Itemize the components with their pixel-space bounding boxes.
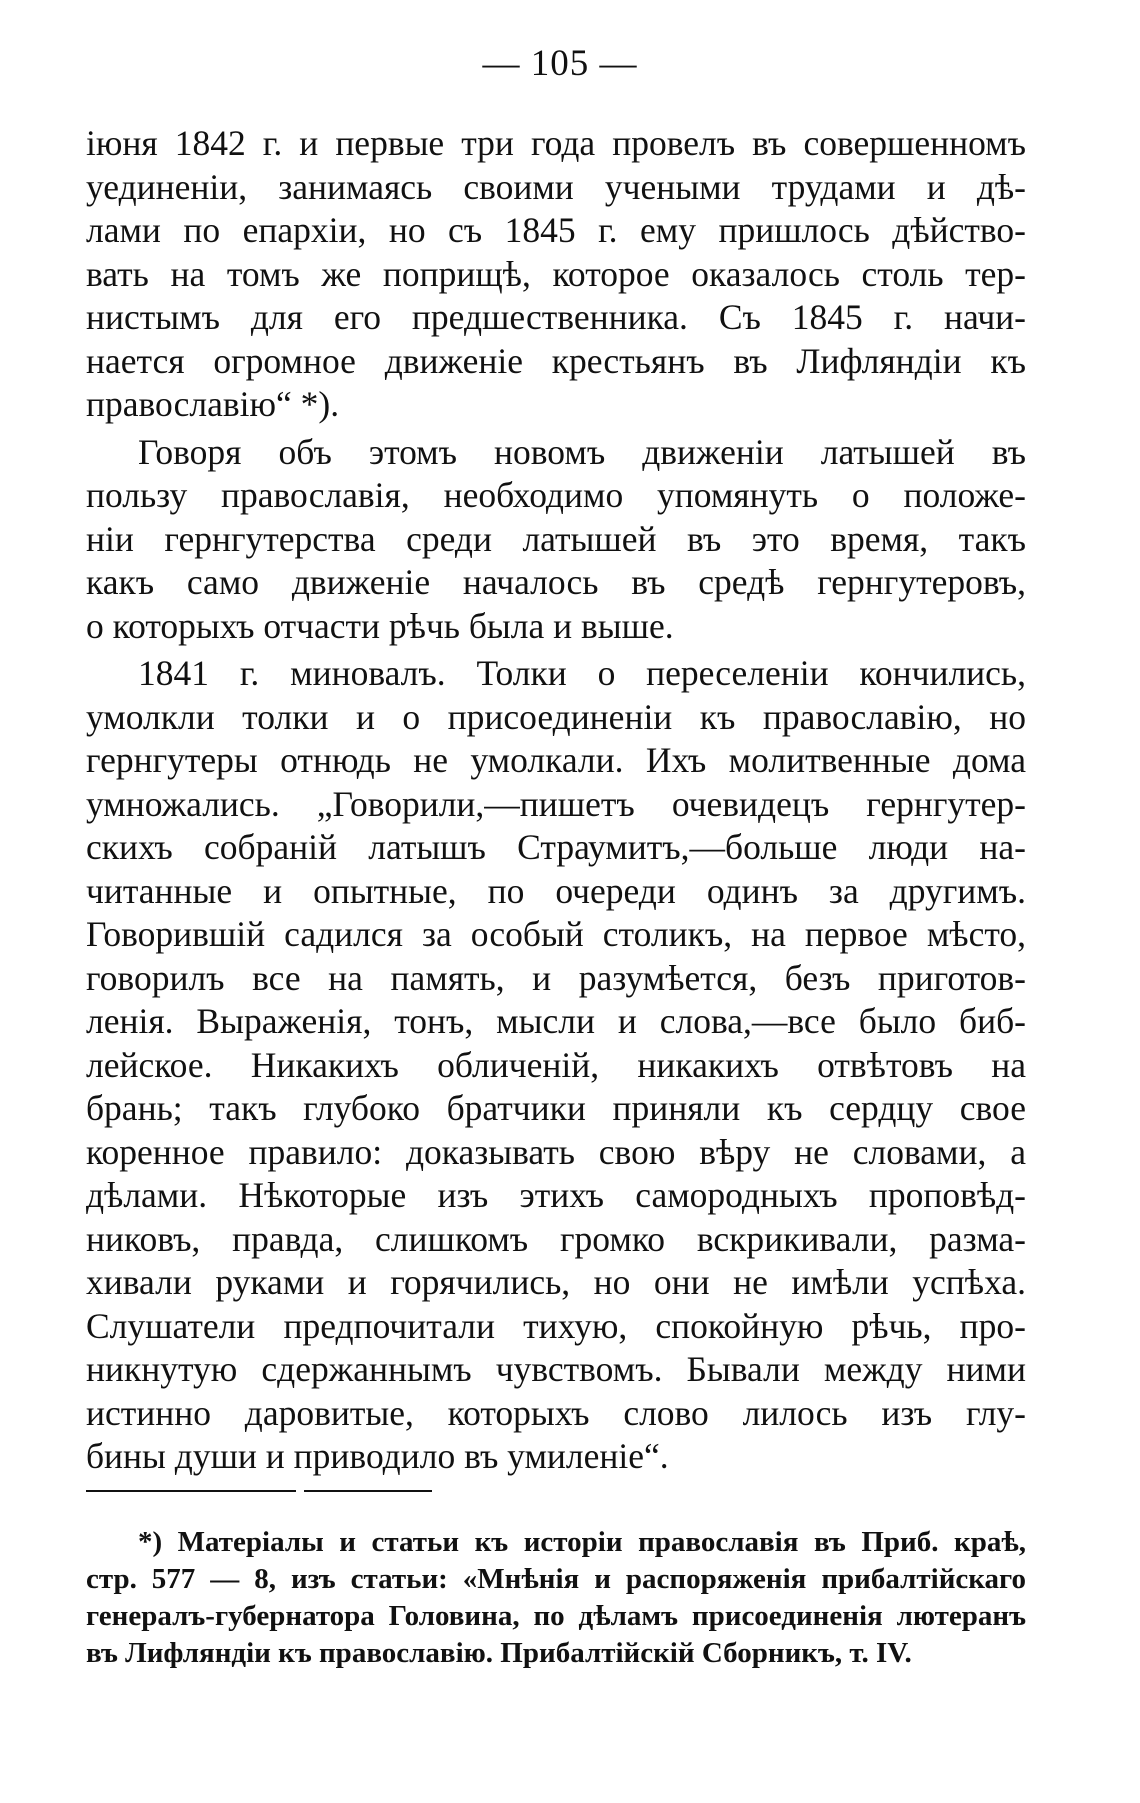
text-line: о которыхъ отчасти рѣчь была и выше. [86, 605, 674, 646]
footnote-separator [86, 1490, 436, 1493]
paragraph-3 [86, 652, 1026, 1479]
separator-rule [304, 1490, 432, 1492]
text-line: пользу православія, необходимо упомянуть о положе- [86, 475, 1026, 515]
footnote-line: *) Матеріалы и статьи къ исторіи православія въ Приб. краѣ, [138, 1526, 1026, 1558]
text-line: вать на томъ же поприщѣ, которое оказалось столь тер- [86, 253, 1026, 294]
text-line: говорилъ все на память, и разумѣется, безъ приготов- [86, 957, 1026, 998]
text-line: 1841 г. миновалъ. Толки о переселеніи кончились, [138, 653, 1026, 693]
page-number: — 105 — [482, 43, 638, 84]
text-line: нается огромное движеніе крестьянъ въ Лифляндіи къ [86, 340, 1026, 381]
text-line: Слушатели предпочитали тихую, спокойную рѣчь, про- [86, 1305, 1026, 1346]
text-line: умножались. „Говорили,—пишетъ очевидецъ гернгутер- [86, 783, 1026, 824]
text-line: нистымъ для его предшественника. Съ 1845 г. начи- [86, 297, 1026, 337]
body-text [86, 122, 1026, 1483]
paragraph-1 [86, 122, 1026, 427]
text-line: уединеніи, занимаясь своими учеными трудами и дѣ- [86, 166, 1026, 207]
paragraph-2 [86, 431, 1026, 649]
text-line: истинно даровитые, которыхъ слово лилось изъ глу- [86, 1392, 1026, 1433]
text-line: іюня 1842 г. и первые три года провелъ въ совершенномъ [86, 123, 1026, 163]
footnote-line: стр. 577 — 8, изъ статьи: «Мнѣнія и распоряженія прибалтійскаго [86, 1563, 1026, 1595]
text-line: ленія. Выраженія, тонъ, мысли и слова,—все было биб- [86, 1001, 1026, 1041]
text-line: какъ само движеніе началось въ средѣ гернгутеровъ, [86, 562, 1026, 602]
text-line: лами по епархіи, но съ 1845 г. ему пришлось дѣйство- [86, 210, 1026, 250]
text-line: православію“ *). [86, 384, 340, 424]
text-line: никовъ, правда, слишкомъ громко вскрикивали, разма- [86, 1218, 1026, 1259]
text-line: никнутую сдержаннымъ чувствомъ. Бывали между ними [86, 1349, 1026, 1389]
footnote-line: генералъ-губернатора Головина, по дѣламъ присоединенія лютеранъ [86, 1600, 1026, 1632]
text-line: умолкли толки и о присоединеніи къ православію, но [86, 696, 1026, 737]
text-line: Говоря объ этомъ новомъ движеніи латышей въ [138, 431, 1026, 472]
text-line: дѣлами. Нѣкоторые изъ этихъ самородныхъ проповѣд- [86, 1175, 1026, 1215]
footnote [86, 1524, 1026, 1672]
text-line: гернгутеры отнюдь не умолкали. Ихъ молитвенные дома [86, 740, 1026, 780]
text-line: лейское. Никакихъ обличеній, никакихъ отвѣтовъ на [86, 1044, 1026, 1085]
text-line: хивали руками и горячились, но они не имѣли успѣха. [86, 1262, 1026, 1302]
text-line: читанные и опытные, по очереди одинъ за другимъ. [86, 870, 1026, 911]
text-line: бины души и приводило въ умиленіе“. [86, 1436, 669, 1476]
text-line: ніи гернгутерства среди латышей въ это время, такъ [86, 518, 1026, 559]
footnote-line: въ Лифляндіи къ православію. Прибалтійскій Сборникъ, т. IV. [86, 1637, 912, 1669]
separator-rule [86, 1490, 296, 1492]
text-line: Говорившій садился за особый столикъ, на первое мѣсто, [86, 914, 1026, 954]
text-line: коренное правило: доказывать свою вѣру не словами, а [86, 1131, 1026, 1172]
text-line: скихъ собраній латышъ Страумитъ,—больше люди на- [86, 827, 1026, 867]
text-line: брань; такъ глубоко братчики приняли къ сердцу свое [86, 1088, 1026, 1128]
